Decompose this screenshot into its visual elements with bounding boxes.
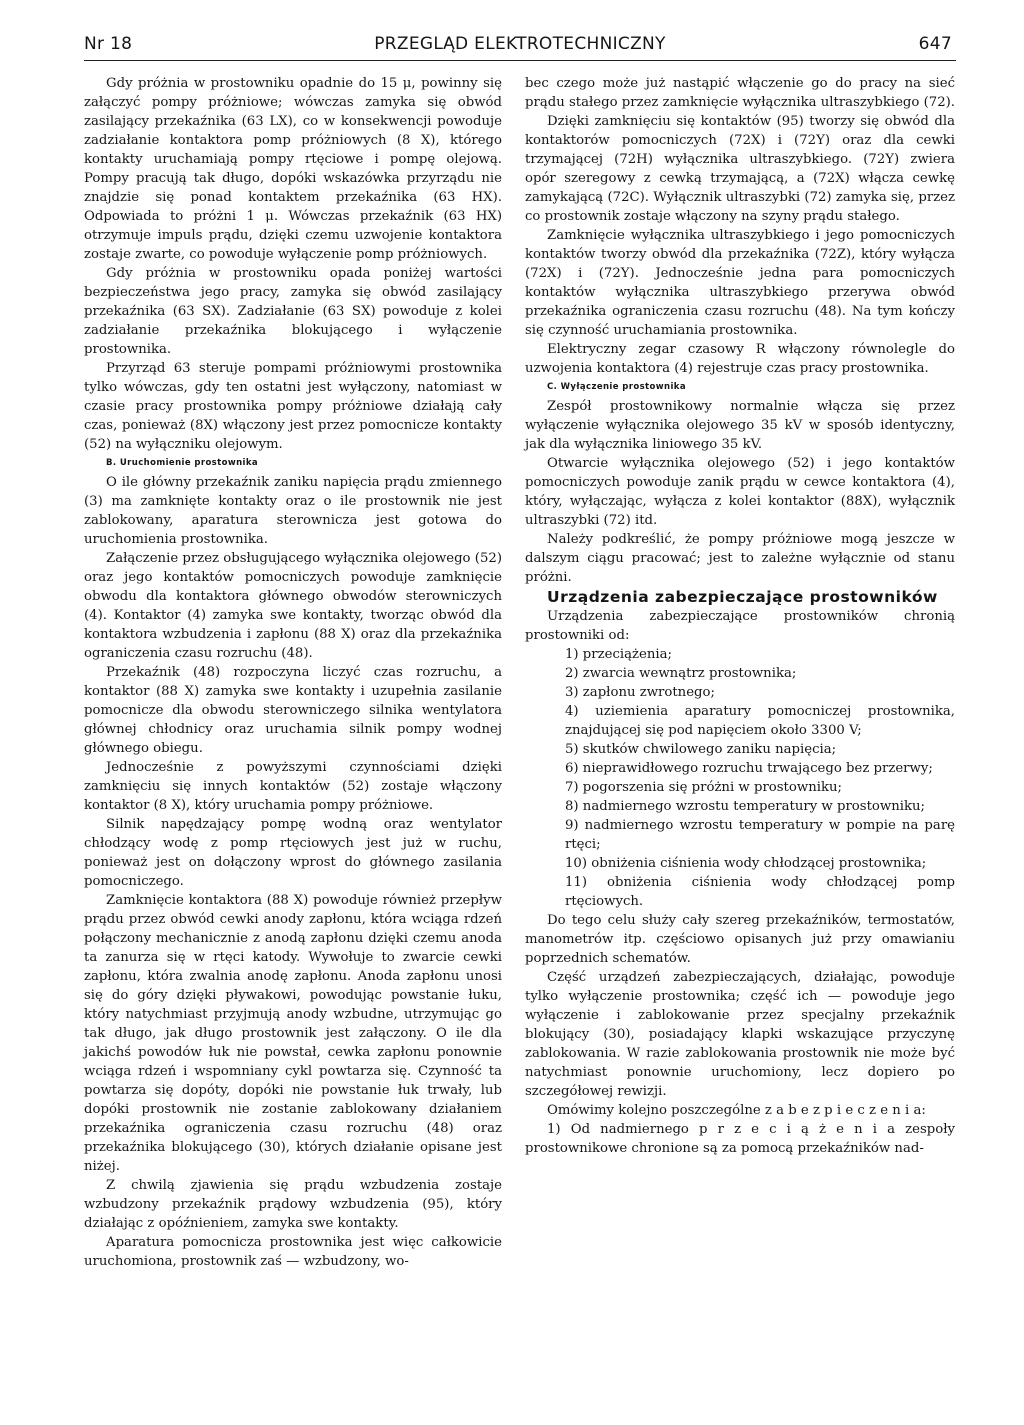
list-item: 2) zwarcia wewnątrz prostownika; bbox=[565, 666, 797, 681]
paragraph: Zamknięcie wyłącznika ultraszybkiego i jego pomocniczych kontaktów tworzy obwód dla przekaźnika (72Z), który wyłącza (72X) i (72Y). Jednocześnie jedna para pomocniczych kontaktów wyłącznika ultraszybkiego przerywa obwód przekaźnika ograniczenia czasu rozruchu (48). Na tym kończy się czynność uruchamiania prostownika. bbox=[525, 228, 955, 338]
list-item: 8) nadmiernego wzrostu temperatury w prostowniku; bbox=[565, 799, 926, 814]
issue-number: Nr 18 bbox=[84, 34, 133, 54]
list-item: 4) uziemienia aparatury pomocniczej prostownika, znajdującej się pod napięciem około 3300 V; bbox=[565, 704, 955, 738]
paragraph: Silnik napędzający pompę wodną oraz wentylator chłodzący wodę z pomp rtęciowych jest już w ruchu, ponieważ jest on dołączony wprost do głównego zasilania pomocniczego. bbox=[84, 817, 502, 889]
page-number: 647 bbox=[918, 34, 952, 54]
paragraph: Gdy próżnia w prostowniku opadnie do 15 μ, powinny się załączyć pompy próżniowe; wówczas zamyka się obwód zasilający przekaźnika (63 LX), co w konsekwencji powoduje zadziałanie kontaktora pomp próżniowych (8 X), którego kontakty uruchamiają pompy rtęciowe i pompę olejową. Pompy pracują tak długo, dopóki wskazówka przyrządu nie znajdzie się ponad kontaktem przekaźnika (63 HX). Odpowiada to próżni 1 μ. Wówczas przekaźnik (63 HX) otrzymuje impuls prądu, dzięki czemu uzwojenie kontaktora zostaje zwarte, co powoduje wyłączenie pomp próżniowych. bbox=[84, 76, 502, 262]
running-header bbox=[84, 34, 956, 61]
list-item: 3) zapłonu zwrotnego; bbox=[565, 685, 715, 700]
list-item: 7) pogorszenia się próżni w prostowniku; bbox=[565, 780, 843, 795]
section-heading-b: B. Uruchomienie prostownika bbox=[106, 458, 259, 468]
section-heading-main: Urządzenia zabezpieczające prostowników bbox=[547, 588, 938, 606]
list-item: 9) nadmiernego wzrostu temperatury w pompie na parę rtęci; bbox=[565, 818, 955, 852]
paragraph: Otwarcie wyłącznika olejowego (52) i jego kontaktów pomocniczych powoduje zanik prądu w cewce kontaktora (4), który, wyłączając, wyłącza z kolei kontaktor (88X), wyłącznik ultraszybki (72) itd. bbox=[525, 456, 955, 528]
paragraph: Załączenie przez obsługującego wyłącznika olejowego (52) oraz jego kontaktów pomocniczych powoduje zamknięcie obwodu dla kontaktora głównego obwodów sterowniczych (4). Kontaktor (4) zamyka swe kontakty, tworząc obwód dla kontaktora wzbudzenia i zapłonu (88 X) oraz dla przekaźnika ograniczenia czasu rozruchu (48). bbox=[84, 551, 502, 661]
paragraph: Gdy próżnia w prostowniku opada poniżej wartości bezpieczeństwa jego pracy, zamyka się obwód zasilający przekaźnika (63 SX). Zadziałanie (63 SX) powoduje z kolei zadziałanie przekaźnika blokującego i wyłączenie prostownika. bbox=[84, 266, 502, 357]
paragraph: Zespół prostownikowy normalnie włącza się przez wyłączenie wyłącznika olejowego 35 kV w sposób identyczny, jak dla wyłącznika liniowego 35 kV. bbox=[525, 399, 955, 452]
paragraph: Zamknięcie kontaktora (88 X) powoduje również przepływ prądu przez obwód cewki anody zapłonu, która wciąga rdzeń połączony mechanicznie z anodą zapłonu dzięki czemu anoda ta zanurza się w rtęci katody. Wywołuje to zwarcie cewki zapłonu, która zwalnia anodę zapłonu. Anoda zapłonu unosi się do góry dzięki pływakowi, powodując powstanie łuku, który natychmiast przyjmują anody wzbudne, utrzymując go tak długo, jak długo prostownik jest załączony. O ile dla jakichś powodów łuk nie powstał, cewka zapłonu ponownie wciąga rdzeń i wspomniany cykl powtarza się. Czynność ta powtarza się dopóty, dopóki nie powstanie łuk trwały, lub dopóki prostownik nie zostanie zablokowany działaniem przekaźnika ograniczenia czasu rozruchu (48) oraz przekaźnika blokującego (30), których działanie opisane jest niżej. bbox=[84, 893, 502, 1174]
section-heading-c: C. Wyłączenie prostownika bbox=[547, 382, 686, 392]
paragraph: Dzięki zamknięciu się kontaktów (95) tworzy się obwód dla kontaktorów pomocniczych (72X) i (72Y) oraz dla cewki trzymającej (72H) wyłącznika ultraszybkiego. (72Y) zwiera opór szeregowy z cewką trzymającą, a (72X) włącza cewkę zamykającą (72C). Wyłącznik ultraszybki (72) zamyka się, przez co prostownik zostaje włączony na szyny prądu stałego. bbox=[525, 114, 955, 224]
left-column bbox=[84, 74, 502, 1271]
paragraph: Przekaźnik (48) rozpoczyna liczyć czas rozruchu, a kontaktor (88 X) zamyka swe kontakty i uzupełnia zasilanie pomocnicze dla obwodu sterowniczego silnika wentylatora głównej chłodnicy oraz uruchamia silnik pompy wodnej głównego obiegu. bbox=[84, 665, 502, 756]
list-item: 10) obniżenia ciśnienia wody chłodzącej prostownika; bbox=[565, 856, 927, 871]
right-column bbox=[525, 74, 955, 1158]
list-item: 11) obniżenia ciśnienia wody chłodzącej pomp rtęciowych. bbox=[565, 875, 955, 909]
paragraph: Aparatura pomocnicza prostownika jest więc całkowicie uruchomiona, prostownik zaś — wzbudzony, wo- bbox=[84, 1235, 502, 1269]
paragraph: Elektryczny zegar czasowy R włączony równolegle do uzwojenia kontaktora (4) rejestruje czas pracy prostownika. bbox=[525, 342, 955, 376]
paragraph: Przyrząd 63 steruje pompami próżniowymi prostownika tylko wówczas, gdy ten ostatni jest wyłączony, natomiast w czasie pracy prostownika pompy próżniowe działają cały czas, ponieważ (8X) włączony jest przez pomocnicze kontakty (52) na wyłączniku olejowym. bbox=[84, 361, 502, 452]
journal-title: PRZEGLĄD ELEKTROTECHNICZNY bbox=[374, 34, 666, 54]
paragraph: Do tego celu służy cały szereg przekaźników, termostatów, manometrów itp. częściowo opisanych już przy omawianiu poprzednich schematów. bbox=[525, 913, 955, 966]
paragraph: Urządzenia zabezpieczające prostowników chronią prostowniki od: bbox=[525, 609, 955, 643]
paragraph: Należy podkreślić, że pompy próżniowe mogą jeszcze w dalszym ciągu pracować; jest to zależne wyłącznie od stanu próżni. bbox=[525, 532, 955, 585]
list-item: 6) nieprawidłowego rozruchu trwającego bez przerwy; bbox=[565, 761, 933, 776]
list-item: 1) przeciążenia; bbox=[565, 647, 672, 662]
paragraph: Jednocześnie z powyższymi czynnościami dzięki zamknięciu się innych kontaktów (52) zostaje włączony kontaktor (8 X), który uruchamia pompy próżniowe. bbox=[84, 760, 502, 813]
paragraph: 1) Od nadmiernego p r z e c i ą ż e n i a zespoły prostownikowe chronione są za pomocą przekaźników nad- bbox=[525, 1122, 955, 1156]
paragraph: Część urządzeń zabezpieczających, działając, powoduje tylko wyłączenie prostownika; część ich — powoduje jego wyłączenie i zablokowanie przez specjalny przekaźnik blokujący (30), posiadający klapki wskazujące przyczynę zablokowania. W razie zablokowania prostownik nie może być natychmiast ponownie uruchomiony, lecz dopiero po szczegółowej rewizji. bbox=[525, 970, 955, 1099]
paragraph: O ile główny przekaźnik zaniku napięcia prądu zmiennego (3) ma zamknięte kontakty oraz o ile prostownik nie jest zablokowany, aparatura sterownicza jest gotowa do uruchomienia prostownika. bbox=[84, 475, 502, 547]
paragraph: Z chwilą zjawienia się prądu wzbudzenia zostaje wzbudzony przekaźnik prądowy wzbudzenia (95), który działając z opóźnieniem, zamyka swe kontakty. bbox=[84, 1178, 502, 1231]
paragraph: Omówimy kolejno poszczególne z a b e z p i e c z e n i a: bbox=[547, 1103, 926, 1118]
list-item: 5) skutków chwilowego zaniku napięcia; bbox=[565, 742, 837, 757]
paragraph: bec czego może już nastąpić włączenie go do pracy na sieć prądu stałego przez zamknięcie wyłącznika ultraszybkiego (72). bbox=[525, 76, 956, 110]
